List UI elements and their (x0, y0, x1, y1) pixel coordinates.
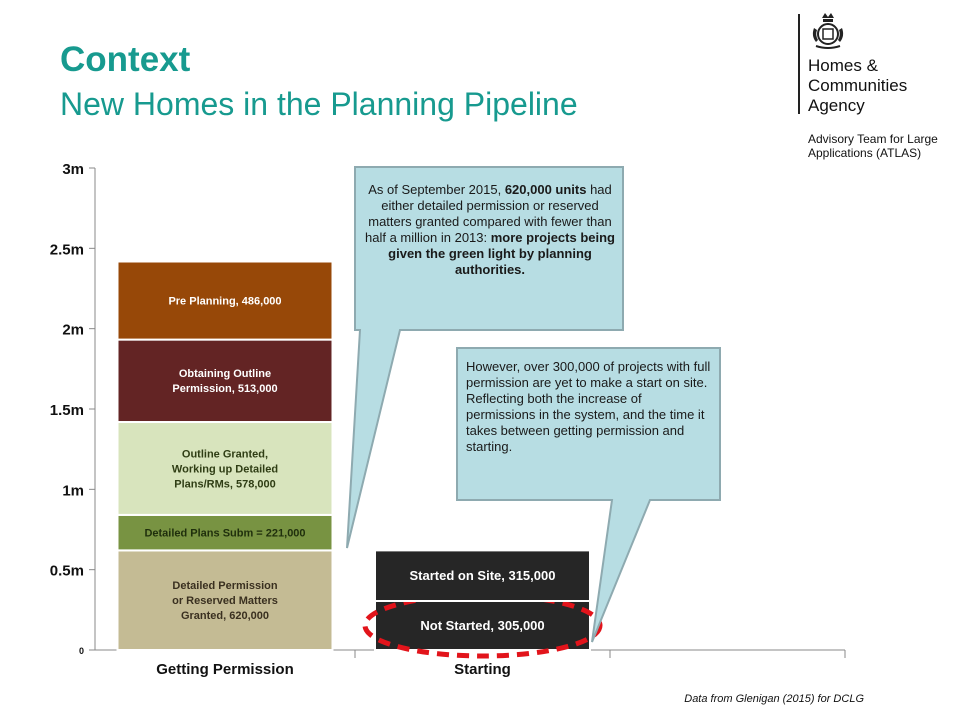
bar-segment-label: Started on Site, 315,000 (409, 568, 556, 584)
agency-name: Homes & Communities Agency (808, 56, 908, 115)
bar-segment-label: Working up Detailed (171, 463, 279, 476)
callout-permission-run: more projects being given the green light by planning authorities. (388, 230, 615, 277)
bar-segment-label: or Reserved Matters (172, 595, 278, 608)
bar-segment (118, 340, 333, 422)
agency-team: Advisory Team for Large Applications (ATLAS) (808, 132, 938, 160)
page-title: Context (60, 40, 191, 79)
bar-segment-label: Detailed Permission (172, 580, 278, 593)
y-tick-label: 3m (62, 161, 84, 178)
y-tick-label: 0 (78, 646, 84, 656)
bar-segment-label: Not Started, 305,000 (420, 618, 545, 634)
callout-permission-run: had either detailed permission or reserved matters granted compared with fewer than half a million in 2013: (365, 182, 612, 245)
bar-segment-label: Outline Granted, (181, 448, 269, 461)
callout-permission-text (362, 182, 618, 278)
bar-segment-label: Detailed Plans Subm = 221,000 (144, 527, 306, 540)
y-tick-label: 2m (62, 321, 84, 339)
y-tick-label: 0.5m (49, 562, 84, 580)
callout-starting-text: However, over 300,000 of projects with full permission are yet to make a start on site. Reflecting both the increase of permissions in the system, and the time it takes between getting permission and starting. (466, 359, 711, 454)
bar-segment-label: Obtaining Outline (178, 368, 272, 381)
y-tick-label: 2.5m (49, 241, 84, 259)
bar-segment-label: Pre Planning, 486,000 (168, 295, 282, 308)
y-tick-label: 1.5m (49, 402, 84, 419)
y-tick-label: 1m (62, 482, 84, 500)
bar-segment-label: Permission, 513,000 (172, 383, 278, 396)
bar-segment-label: Plans/RMs, 578,000 (174, 478, 276, 491)
callout-permission-run: 620,000 units (504, 182, 587, 197)
x-category-label: Starting (454, 661, 511, 678)
x-category-label: Getting Permission (156, 661, 294, 678)
page-subtitle: New Homes in the Planning Pipeline (60, 86, 578, 122)
callout-permission-run: As of September 2015, (368, 182, 505, 197)
bar-segment-label: Granted, 620,000 (180, 610, 270, 623)
source-note: Data from Glenigan (2015) for DCLG (684, 693, 864, 705)
